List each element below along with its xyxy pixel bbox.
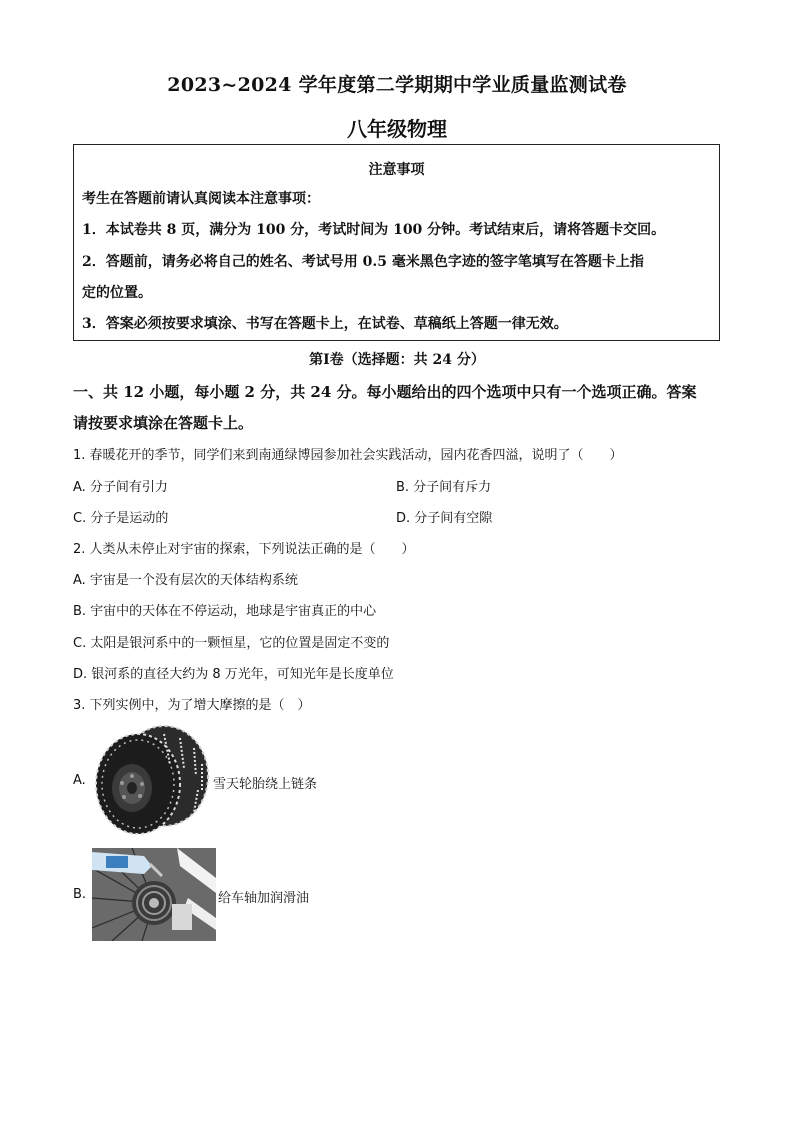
question-1-option-b: B. 分子间有斥力 <box>396 480 492 495</box>
section-instruction-line-1: 一、共 12 小题，每小题 2 分，共 24 分。每小题给出的四个选项中只有一个选项正确。答案 <box>73 383 697 401</box>
notice-item-2-line-1: 2．答题前，请务必将自己的姓名、考试号用 0.5 毫米黑色字迹的签字笔填写在答题卡上指 <box>82 254 644 270</box>
question-3-option-b-text: 给车轴加润滑油 <box>218 891 310 906</box>
question-1-option-a: A. 分子间有引力 <box>73 480 168 495</box>
question-3-stem: 3. 下列实例中，为了增大摩擦的是（ ） <box>73 698 311 713</box>
question-1-stem: 1. 春暖花开的季节，同学们来到南通绿博园参加社会实践活动，园内花香四溢，说明了（ ） <box>73 448 623 463</box>
exam-subject: 八年级物理 <box>347 117 447 141</box>
question-3-option-a-text: 雪天轮胎绕上链条 <box>213 777 318 792</box>
notice-item-1: 1．本试卷共 8 页，满分为 100 分，考试时间为 100 分钟。考试结束后，请将答题卡交回。 <box>82 222 666 238</box>
notice-item-3: 3．答案必须按要求填涂、书写在答题卡上，在试卷、草稿纸上答题一律无效。 <box>82 316 568 332</box>
notice-heading: 注意事项 <box>368 162 425 178</box>
notice-intro: 考生在答题前请认真阅读本注意事项： <box>82 191 320 207</box>
question-2-option-c: C. 太阳是银河系中的一颗恒星，它的位置是固定不变的 <box>73 636 390 651</box>
tire-chain-image <box>94 724 210 836</box>
question-1-option-d: D. 分子间有空隙 <box>396 511 493 526</box>
section-instruction-line-2: 请按要求填涂在答题卡上。 <box>73 414 254 432</box>
exam-title: 2023~2024 学年度第二学期期中学业质量监测试卷 <box>167 74 627 96</box>
notice-box <box>73 144 720 341</box>
question-2-stem: 2. 人类从未停止对宇宙的探索，下列说法正确的是（ ） <box>73 542 415 557</box>
question-1-option-c: C. 分子是运动的 <box>73 511 169 526</box>
bike-lubrication-image <box>92 848 216 941</box>
question-3-option-b-letter: B. <box>73 887 87 902</box>
question-3-option-a-letter: A. <box>73 773 86 788</box>
notice-item-2-line-2: 定的位置。 <box>82 285 152 301</box>
question-2-option-d: D. 银河系的直径大约为 8 万光年，可知光年是长度单位 <box>73 667 394 682</box>
question-2-option-b: B. 宇宙中的天体在不停运动，地球是宇宙真正的中心 <box>73 604 377 619</box>
section-title: 第Ⅰ卷（选择题：共 24 分） <box>309 352 485 368</box>
question-2-option-a: A. 宇宙是一个没有层次的天体结构系统 <box>73 573 298 588</box>
